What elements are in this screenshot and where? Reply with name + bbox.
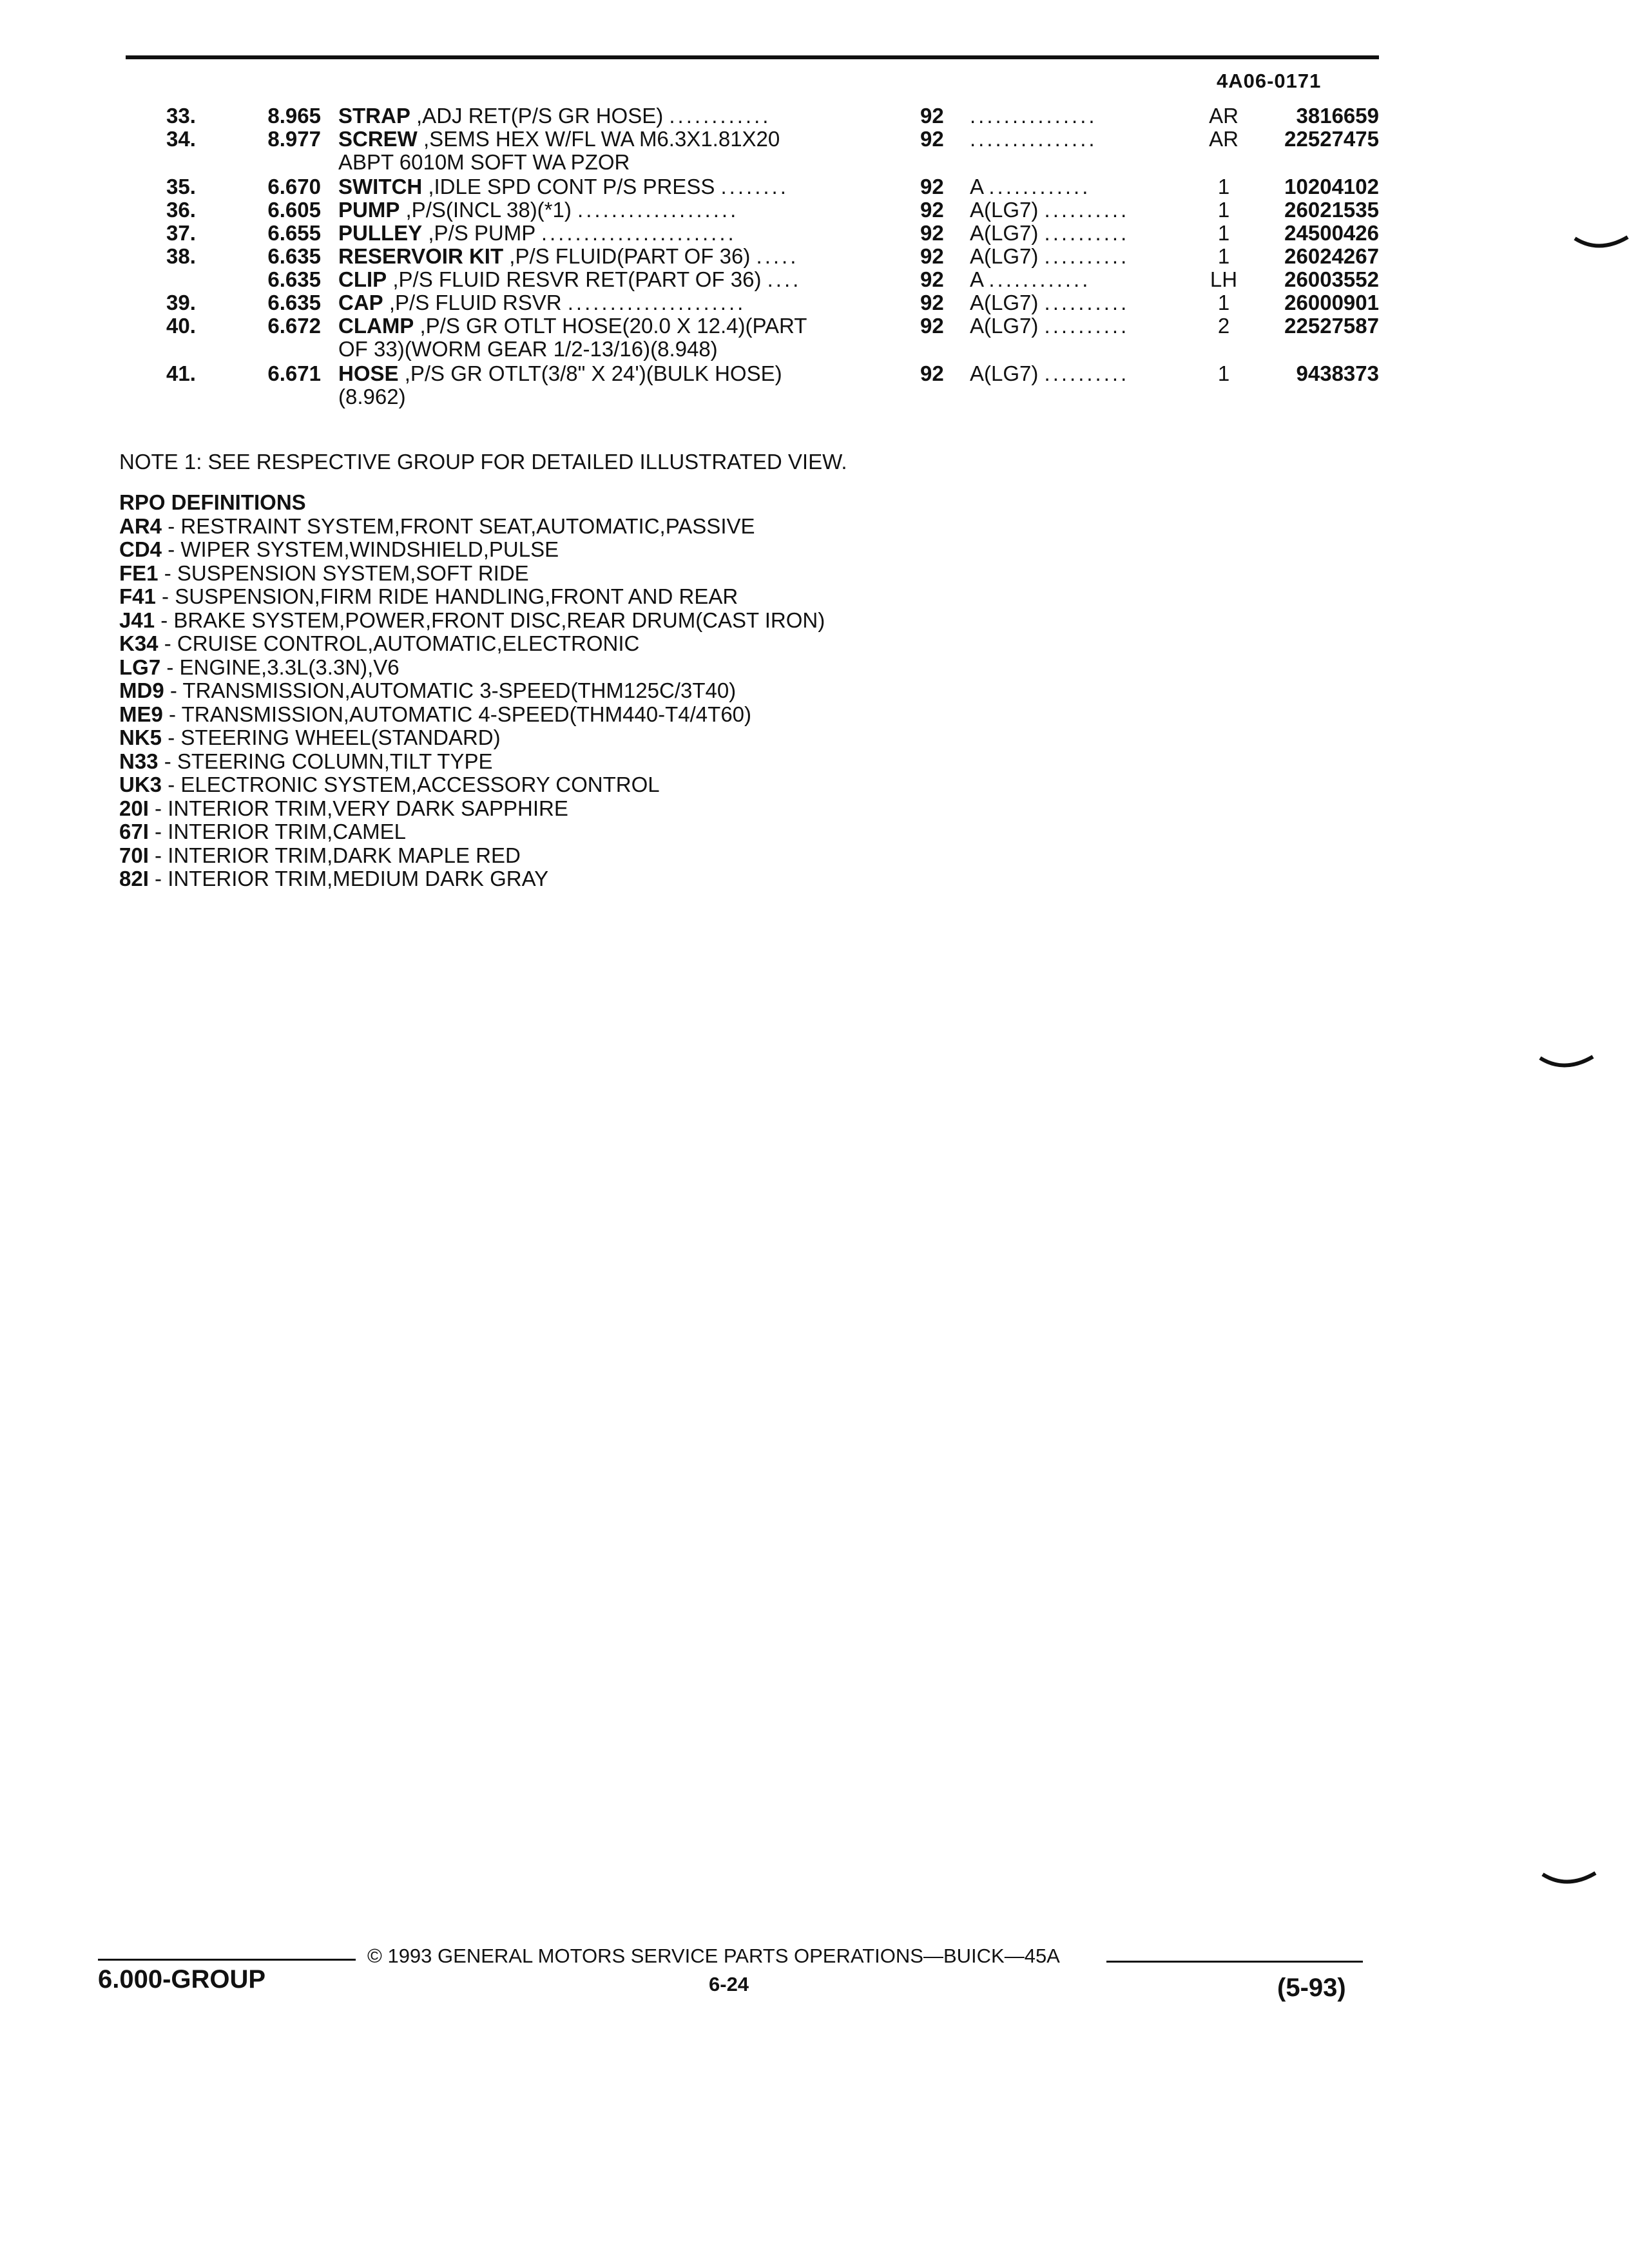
part-description-continued: OF 33)(WORM GEAR 1/2-13/16)(8.948) [338, 337, 718, 361]
rpo-code: F41 [119, 584, 156, 608]
model-year: 92 [920, 127, 944, 151]
rpo-text: - INTERIOR TRIM,CAMEL [148, 820, 406, 843]
usage [970, 104, 1189, 128]
part-name: CAP [338, 291, 383, 314]
rpo-code: ME9 [119, 702, 163, 726]
group-number: 6.655 [267, 221, 321, 245]
part-name: RESERVOIR KIT [338, 245, 504, 268]
item-number: 34. [166, 127, 196, 151]
usage-dots: ............ [988, 268, 1091, 291]
part-desc-text: ,P/S FLUID RESVR RET(PART OF 36) [387, 268, 767, 291]
usage [970, 268, 1189, 291]
leader-dots: .... [767, 268, 802, 291]
rpo-code: 82I [119, 867, 149, 890]
part-number: 26000901 [1284, 291, 1379, 314]
part-description [338, 175, 867, 198]
rpo-definition [119, 726, 825, 750]
quantity: LH [1210, 267, 1238, 291]
rpo-text: - ENGINE,3.3L(3.3N),V6 [160, 655, 400, 679]
part-number: 24500426 [1284, 221, 1379, 245]
usage [970, 175, 1189, 198]
rpo-code: NK5 [119, 726, 162, 749]
usage [970, 222, 1189, 245]
usage-dots: .......... [1044, 198, 1130, 222]
usage-dots: .......... [1044, 291, 1130, 314]
rpo-definition [119, 867, 825, 891]
rpo-code: LG7 [119, 655, 161, 679]
parts-row [0, 291, 1629, 314]
item-number: 35. [166, 175, 196, 198]
usage [970, 245, 1189, 268]
part-desc-text: ,P/S FLUID RSVR [383, 291, 568, 314]
part-description-continued: (8.962) [338, 385, 406, 408]
rpo-definitions [119, 491, 825, 891]
rpo-text: - TRANSMISSION,AUTOMATIC 3-SPEED(THM125C/3T40) [164, 678, 737, 702]
rpo-text: - BRAKE SYSTEM,POWER,FRONT DISC,REAR DRUM(CAST IRON) [155, 608, 825, 632]
item-number: 33. [166, 104, 196, 128]
part-number: 26003552 [1284, 267, 1379, 291]
quantity: 1 [1217, 221, 1230, 245]
rpo-text: - INTERIOR TRIM,DARK MAPLE RED [148, 843, 521, 867]
leader-dots: ................... [577, 198, 739, 222]
part-description [338, 268, 867, 291]
rpo-text: - TRANSMISSION,AUTOMATIC 4-SPEED(THM440-T4/4T60) [162, 702, 752, 726]
rpo-code: UK3 [119, 773, 162, 796]
note-1: NOTE 1: SEE RESPECTIVE GROUP FOR DETAILED ILLUSTRATED VIEW. [119, 450, 847, 474]
rpo-text: - ELECTRONIC SYSTEM,ACCESSORY CONTROL [162, 773, 660, 796]
rpo-definition [119, 679, 825, 703]
part-description-continued: ABPT 6010M SOFT WA PZOR [338, 150, 630, 174]
quantity: 1 [1217, 291, 1230, 314]
model-year: 92 [920, 314, 944, 338]
rpo-text: - SUSPENSION SYSTEM,SOFT RIDE [158, 561, 529, 585]
rpo-code: FE1 [119, 561, 159, 585]
part-description [338, 314, 867, 338]
item-number: 39. [166, 291, 196, 314]
part-name: SCREW [338, 128, 418, 151]
usage-dots: .......... [1044, 222, 1130, 245]
part-desc-text: ,SEMS HEX W/FL WA M6.3X1.81X20 [417, 128, 780, 151]
part-desc-text: ,P/S GR OTLT HOSE(20.0 X 12.4)(PART [414, 314, 807, 338]
group-number: 6.605 [267, 198, 321, 222]
rpo-definition [119, 632, 825, 656]
rpo-text: - CRUISE CONTROL,AUTOMATIC,ELECTRONIC [158, 631, 640, 655]
part-number: 10204102 [1284, 175, 1379, 198]
model-year: 92 [920, 198, 944, 222]
rpo-text: - SUSPENSION,FIRM RIDE HANDLING,FRONT AND REAR [155, 584, 738, 608]
footer-date: (5-93) [1277, 1974, 1346, 2002]
parts-row [0, 128, 1629, 151]
rpo-title: RPO DEFINITIONS [119, 490, 306, 514]
parts-row [0, 314, 1629, 338]
usage-code: A(LG7) [970, 362, 1039, 385]
rpo-definition [119, 515, 825, 539]
part-name: PUMP [338, 198, 400, 222]
rpo-text: - INTERIOR TRIM,MEDIUM DARK GRAY [148, 867, 549, 890]
part-desc-text: ,P/S GR OTLT(3/8" X 24')(BULK HOSE) [398, 362, 782, 385]
model-year: 92 [920, 221, 944, 245]
parts-row [0, 222, 1629, 245]
part-description [338, 291, 867, 314]
model-year: 92 [920, 175, 944, 198]
parts-row [0, 104, 1629, 128]
leader-dots: ........ [720, 175, 789, 198]
group-number: 6.635 [267, 291, 321, 314]
group-number: 6.670 [267, 175, 321, 198]
usage-code: A(LG7) [970, 222, 1039, 245]
rpo-definition [119, 703, 825, 727]
part-name: PULLEY [338, 222, 423, 245]
rpo-code: K34 [119, 631, 159, 655]
rpo-code: MD9 [119, 678, 164, 702]
group-number: 6.635 [267, 244, 321, 268]
quantity: 1 [1217, 244, 1230, 268]
leader-dots: ............ [669, 104, 771, 128]
rpo-list [119, 515, 825, 891]
rpo-code: 67I [119, 820, 149, 843]
quantity: 1 [1217, 361, 1230, 385]
footer-page-number: 6-24 [709, 1973, 749, 1995]
rpo-text: - STEERING COLUMN,TILT TYPE [158, 749, 493, 773]
usage-dots: .......... [1044, 362, 1130, 385]
rpo-code: 70I [119, 843, 149, 867]
part-name: STRAP [338, 104, 410, 128]
group-number: 8.977 [267, 127, 321, 151]
quantity: 1 [1217, 198, 1230, 222]
part-description [338, 128, 867, 151]
rpo-text: - INTERIOR TRIM,VERY DARK SAPPHIRE [148, 796, 568, 820]
part-description [338, 245, 867, 268]
part-desc-text: ,P/S(INCL 38)(*1) [400, 198, 578, 222]
part-name: CLIP [338, 268, 387, 291]
usage [970, 291, 1189, 314]
document-id: 4A06-0171 [1217, 70, 1322, 92]
scan-mark [1539, 1054, 1594, 1075]
quantity: 2 [1217, 314, 1230, 338]
parts-row [0, 175, 1629, 198]
scan-mark [1541, 1870, 1597, 1891]
usage-code: A(LG7) [970, 291, 1039, 314]
part-description [338, 198, 867, 222]
scan-mark [1574, 235, 1629, 255]
rpo-definition [119, 820, 825, 844]
group-number: 8.965 [267, 104, 321, 128]
parts-row [0, 362, 1629, 385]
rpo-definition [119, 656, 825, 680]
item-number: 37. [166, 221, 196, 245]
usage-dots: ............ [988, 175, 1091, 198]
rpo-code: CD4 [119, 537, 162, 561]
parts-row [0, 245, 1629, 268]
footer-rule-left [98, 1959, 356, 1961]
rpo-definition [119, 797, 825, 821]
model-year: 92 [920, 361, 944, 385]
group-number: 6.635 [267, 267, 321, 291]
part-desc-text: ,IDLE SPD CONT P/S PRESS [422, 175, 721, 198]
model-year: 92 [920, 244, 944, 268]
rpo-text: - STEERING WHEEL(STANDARD) [162, 726, 501, 749]
usage-dots: .......... [1044, 245, 1130, 268]
usage-code: A [970, 175, 983, 198]
quantity: AR [1209, 104, 1239, 128]
leader-dots: ....................... [541, 222, 737, 245]
item-number: 41. [166, 361, 196, 385]
item-number: 38. [166, 244, 196, 268]
leader-dots: ..... [756, 245, 799, 268]
rpo-text: - RESTRAINT SYSTEM,FRONT SEAT,AUTOMATIC,PASSIVE [162, 514, 755, 538]
part-name: HOSE [338, 362, 399, 385]
parts-row [0, 268, 1629, 291]
top-rule [126, 55, 1379, 59]
usage-code: A(LG7) [970, 198, 1039, 222]
rpo-definition [119, 844, 825, 868]
part-number: 3816659 [1296, 104, 1379, 128]
item-number: 40. [166, 314, 196, 338]
usage-code: A(LG7) [970, 245, 1039, 268]
part-desc-text: ,ADJ RET(P/S GR HOSE) [410, 104, 670, 128]
rpo-code: 20I [119, 796, 149, 820]
model-year: 92 [920, 291, 944, 314]
part-name: SWITCH [338, 175, 423, 198]
usage-code: A(LG7) [970, 314, 1039, 338]
usage-dots: ............... [970, 128, 1097, 151]
rpo-definition [119, 750, 825, 774]
usage-dots: ............... [970, 104, 1097, 128]
part-name: CLAMP [338, 314, 414, 338]
usage [970, 198, 1189, 222]
part-number: 22527475 [1284, 127, 1379, 151]
usage [970, 128, 1189, 151]
usage [970, 362, 1189, 385]
rpo-code: AR4 [119, 514, 162, 538]
item-number: 36. [166, 198, 196, 222]
part-description [338, 222, 867, 245]
footer-rule-right [1106, 1961, 1363, 1963]
rpo-code: N33 [119, 749, 159, 773]
leader-dots: ..................... [567, 291, 746, 314]
footer-copyright: © 1993 GENERAL MOTORS SERVICE PARTS OPERATIONS—BUICK—45A [367, 1945, 1060, 1967]
part-number: 26024267 [1284, 244, 1379, 268]
quantity: AR [1209, 127, 1239, 151]
rpo-definition [119, 609, 825, 633]
footer-group: 6.000-GROUP [98, 1965, 266, 1994]
part-number: 22527587 [1284, 314, 1379, 338]
part-number: 26021535 [1284, 198, 1379, 222]
rpo-definition [119, 773, 825, 797]
rpo-definition [119, 562, 825, 586]
group-number: 6.671 [267, 361, 321, 385]
rpo-text: - WIPER SYSTEM,WINDSHIELD,PULSE [162, 537, 559, 561]
rpo-code: J41 [119, 608, 155, 632]
part-desc-text: ,P/S PUMP [422, 222, 541, 245]
rpo-definition [119, 538, 825, 562]
usage-code: A [970, 268, 983, 291]
part-description [338, 362, 867, 385]
part-number: 9438373 [1296, 361, 1379, 385]
usage-dots: .......... [1044, 314, 1130, 338]
part-desc-text: ,P/S FLUID(PART OF 36) [503, 245, 757, 268]
model-year: 92 [920, 267, 944, 291]
group-number: 6.672 [267, 314, 321, 338]
usage [970, 314, 1189, 338]
part-description [338, 104, 867, 128]
parts-row [0, 198, 1629, 222]
quantity: 1 [1217, 175, 1230, 198]
rpo-definition [119, 585, 825, 609]
model-year: 92 [920, 104, 944, 128]
